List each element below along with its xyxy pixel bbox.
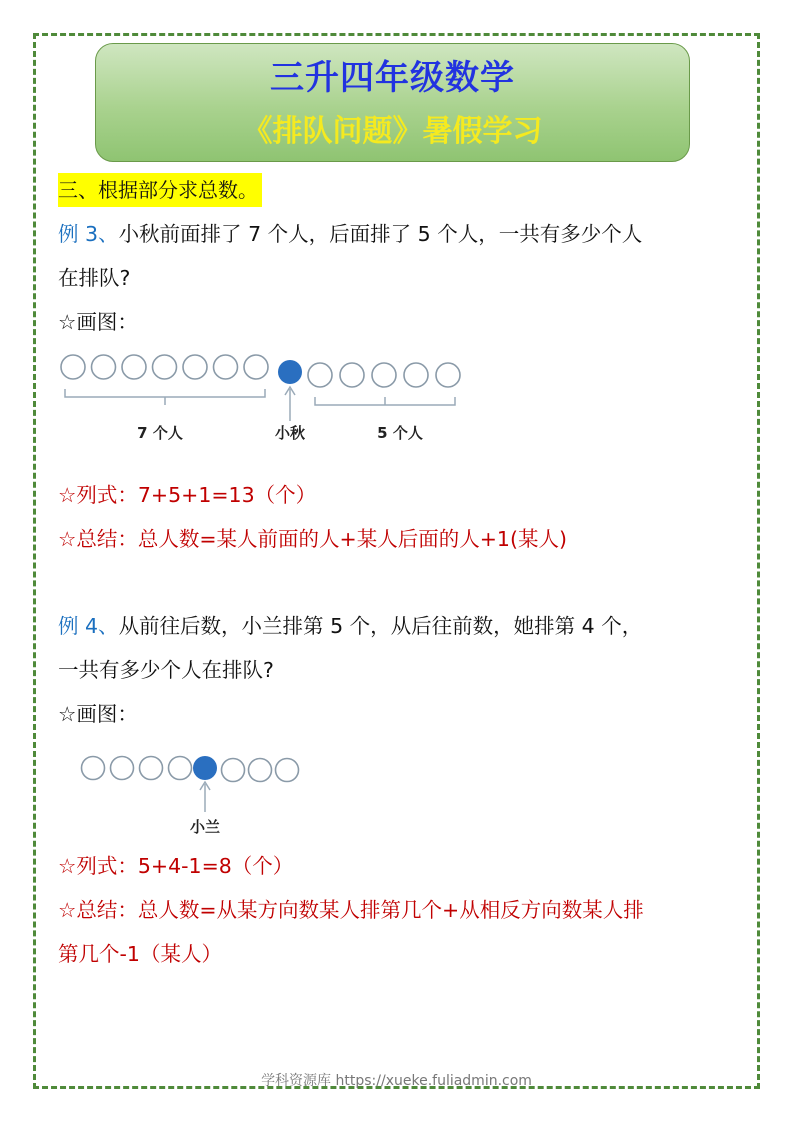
back-circles — [308, 363, 460, 387]
person-circle — [249, 759, 272, 782]
page-title: 三升四年级数学 — [270, 58, 515, 98]
example3-queue-diagram — [55, 345, 475, 450]
person-circle — [153, 355, 177, 379]
example3-text-line1: 小秋前面排了 7 个人，后面排了 5 个人，一共有多少个人 — [118, 222, 643, 246]
title-banner — [95, 43, 690, 162]
person-circle — [169, 757, 192, 780]
person-circle — [140, 757, 163, 780]
person-circle — [214, 355, 238, 379]
example4-text-line1: 从前往后数，小兰排第 5 个，从后往前数，她排第 4 个， — [118, 614, 643, 638]
back-count-label: 5 个人 — [377, 424, 423, 442]
person-circle — [183, 355, 207, 379]
person-label: 小秋 — [274, 424, 306, 442]
example4-formula: ☆列式：5+4-1=8（个） — [58, 854, 294, 878]
example3-question-line2: 在排队? — [58, 266, 131, 290]
example3-label: 例 3、 — [58, 222, 119, 246]
person-circle — [372, 363, 396, 387]
person-circle — [61, 355, 85, 379]
example3-draw-label: ☆画图： — [58, 310, 138, 334]
person-circle — [276, 759, 299, 782]
example3-formula: ☆列式：7+5+1=13（个） — [58, 483, 317, 507]
example4-label: 例 4、 — [58, 614, 119, 638]
person-circle — [308, 363, 332, 387]
person-circle — [222, 759, 245, 782]
example4-summary-line2: 第几个-1（某人） — [58, 942, 222, 966]
example3-question-line1 — [58, 211, 642, 257]
example4-draw-label: ☆画图： — [58, 702, 138, 726]
front-circles — [82, 757, 192, 780]
front-count-label: 7 个人 — [137, 424, 183, 442]
person-circle — [92, 355, 116, 379]
person-circle — [404, 363, 428, 387]
back-brace — [315, 397, 455, 405]
person-circle — [244, 355, 268, 379]
person-circle — [340, 363, 364, 387]
person-circle — [111, 757, 134, 780]
person-circle-filled — [278, 360, 302, 384]
person-circle — [436, 363, 460, 387]
person-label: 小兰 — [189, 818, 221, 836]
example3-summary: ☆总结：总人数=某人前面的人+某人后面的人+1(某人) — [58, 527, 567, 551]
back-circles — [222, 759, 299, 782]
example4-question-line1 — [58, 603, 642, 649]
section-heading: 三、根据部分求总数。 — [58, 173, 262, 207]
person-circle — [82, 757, 105, 780]
front-brace — [65, 389, 265, 405]
person-circle — [122, 355, 146, 379]
example4-summary-line1: ☆总结：总人数=从某方向数某人排第几个+从相反方向数某人排 — [58, 898, 644, 922]
person-circle-filled — [193, 756, 217, 780]
example4-question-line2: 一共有多少个人在排队? — [58, 658, 274, 682]
page-subtitle: 《排队问题》暑假学习 — [242, 114, 543, 149]
front-circles — [61, 355, 268, 379]
example4-queue-diagram — [75, 748, 315, 840]
footer-watermark: 学科资源库 https://xueke.fuliadmin.com — [261, 1073, 532, 1089]
